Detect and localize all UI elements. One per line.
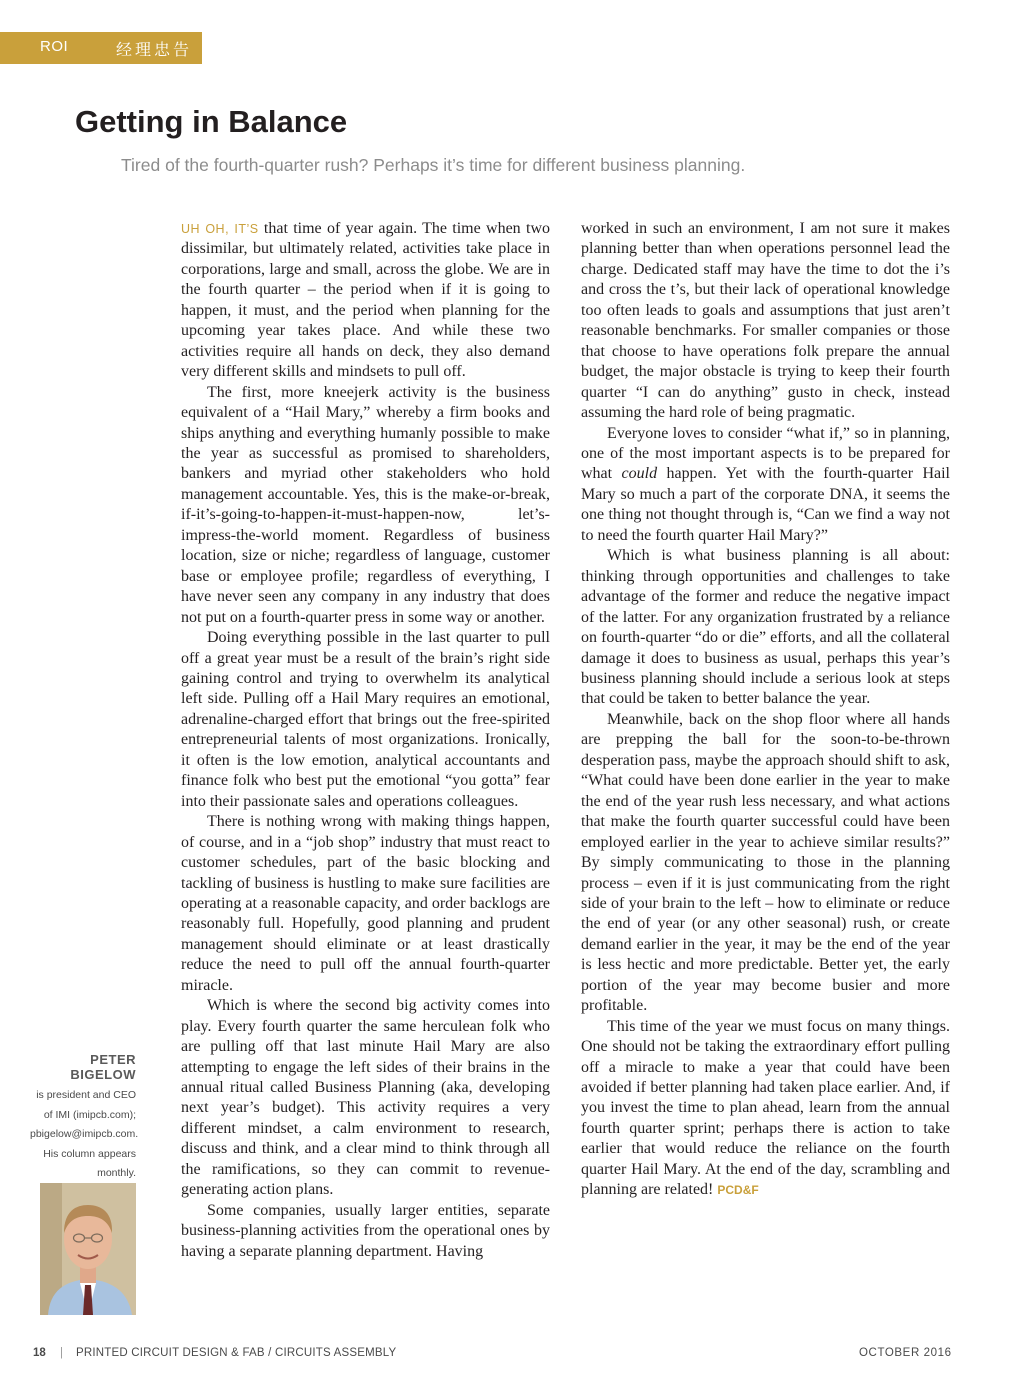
- section-label-chinese: 经理忠告: [116, 40, 193, 59]
- author-bio: [30, 1052, 139, 1184]
- emphasis-text: could: [621, 465, 658, 483]
- article-subtitle: Tired of the fourth-quarter rush? Perhaps it’s time for different business planning.: [121, 155, 746, 175]
- article-column-right: [581, 219, 950, 1201]
- publication-name: PRINTED CIRCUIT DESIGN & FAB / CIRCUITS ASSEMBLY: [76, 1347, 397, 1359]
- article-title: Getting in Balance: [75, 104, 348, 139]
- article-paragraph: worked in such an environment, I am not sure it makes planning better than when operations personnel lead the charge. Dedicated staff may have the time to dot the i’s and cross the t’s, but their lack of operational knowledge too often leads to goals and assumptions that just aren’t reasonable benchmarks. For smaller companies or those that choose to have operations folk prepare the annual budget, the major obstacle is trying to keep their fourth quarter “I can do anything” gusto in check, instead assuming the hard role of being pragmatic.: [581, 220, 950, 422]
- author-photo: [40, 1183, 136, 1315]
- lead-in: UH OH, IT’S: [181, 222, 259, 236]
- article-column-left: [181, 219, 550, 1262]
- article-paragraph: Some companies, usually larger entities, separate business-planning activities from the operational ones by having a separate planning department. Having: [181, 1201, 550, 1260]
- section-tag: [0, 32, 202, 64]
- page-number: 18: [33, 1347, 46, 1359]
- article-paragraph: [181, 219, 550, 383]
- issue-date: OCTOBER 2016: [859, 1347, 952, 1359]
- article-paragraph: Which is where the second big activity comes into play. Every fourth quarter the same herculean folk who are pulling off that last minute Hail Mary are also attempting to engage the left sides of their brains in the annual ritual called Business Planning (aka, developing next year’s budget). This activity requires a very different mindset, a calm environment to research, discuss and think, and a clear mind to think through all the ramifications, so they can commit to revenue-generating action plans.: [181, 997, 550, 1199]
- section-label: ROI: [40, 38, 69, 55]
- author-description: is president and CEO of IMI (imipcb.com); pbigelow@imipcb.com. His column appears monthly.: [30, 1089, 139, 1179]
- article-paragraph: The first, more kneejerk activity is the business equivalent of a “Hail Mary,” whereby a firm books and ships anything and everything humanly possible to make the year as successful as promised to shareholders, bankers and myriad other stakeholders who hold management accountable. Yes, this is the make-or-break, if-it’s-going-to-happen-it-must-happen-now, let’s-impress-the-world moment. Regardless of business location, size or niche; regardless of language, customer base or employee profile; regardless of everything, I have never seen any company in any industry that does not put on a fourth-quarter press in some way or another.: [181, 383, 550, 626]
- paragraph-text: Everyone loves to consider “what if,” so in planning, one of the most important aspects is to be prepared for what: [581, 424, 950, 483]
- paragraph-text: This time of the year we must focus on many things. One should not be taking the extraordinary effort pulling off a miracle to make a year that could have been avoided if better planning had taken place earlier. And, if you invest the time to plan ahead, learn from the annual fourth quarter sprint; perhaps there is action to take earlier that would reduce the reliance on the fourth quarter Hail Mary. At the end of the day, scrambling and planning are related!: [581, 1017, 950, 1199]
- paragraph-text: that time of year again. The time when two dissimilar, but ultimately related, activities take place in corporations, large and small, across the globe. We are in the fourth quarter – the period when if it is going to happen, it must, and the period when planning for the upcoming year takes place. And while these two activities require all hands on deck, they also demand very different skills and mindsets to pull off.: [181, 220, 550, 381]
- article-paragraph: There is nothing wrong with making things happen, of course, and in a “job shop” industry that must react to customer schedules, part of the basic blocking and tackling of business is hustling to make sure facilities are operating at a reasonable capacity, and order backlogs are reasonably full. Hopefully, good planning and prudent management should eliminate or at least drastically reduce the need to pull off the annual fourth-quarter miracle.: [181, 813, 550, 994]
- paragraph-text: happen. Yet with the fourth-quarter Hail Mary so much a part of the corporate DNA, it seems the one thing not thought through is, “Can we find a way not to need the fourth quarter Hail Mary?”: [581, 465, 950, 544]
- article-paragraph: Doing everything possible in the last quarter to pull off a great year must be a result of the brain’s right side gaining control and trying to overwhelm its analytical left side. Pulling off a Hail Mary requires an emotional, adrenaline-charged effort that brings out the free-spirited entrepreneurial talents of most organizations. Ironically, it often is the low emotion, analytical accountants and finance folk who best put the emotional “you gotta” fear into their passionate sales and operations colleagues.: [181, 629, 550, 810]
- article-paragraph: Which is what business planning is all about: thinking through opportunities and challenges to take advantage of the former and reduce the negative impact of the latter. For any organization frustrated by a reliance on fourth-quarter “do or die” efforts, and all the collateral damage it does to business as usual, perhaps this year’s business planning should include a serious look at steps that could be taken to better balance the year.: [581, 547, 950, 708]
- author-name: PETER BIGELOW: [70, 1052, 136, 1082]
- article-paragraph: [581, 1017, 950, 1201]
- footer-separator: |: [60, 1347, 63, 1359]
- article-paragraph: [581, 424, 950, 547]
- end-mark: PCD&F: [717, 1183, 759, 1198]
- article-paragraph: Meanwhile, back on the shop floor where all hands are prepping the ball for the soon-to-be-thrown desperation pass, maybe the approach should shift to ask, “What could have been done earlier in the year to make the end of the year rush less necessary, and what actions that make the fourth quarter successful could have been employed earlier in the year to achieve similar results?” By simply communicating to those in the planning process – even if it is just communicating from the right side of your brain to the left – how to eliminate or reduce the end of year (or any other seasonal) rush, or create demand earlier in the year, it may be the end of the year is less hectic and more predictable. Better yet, the early portion of the year may become busier and more profitable.: [581, 710, 950, 1015]
